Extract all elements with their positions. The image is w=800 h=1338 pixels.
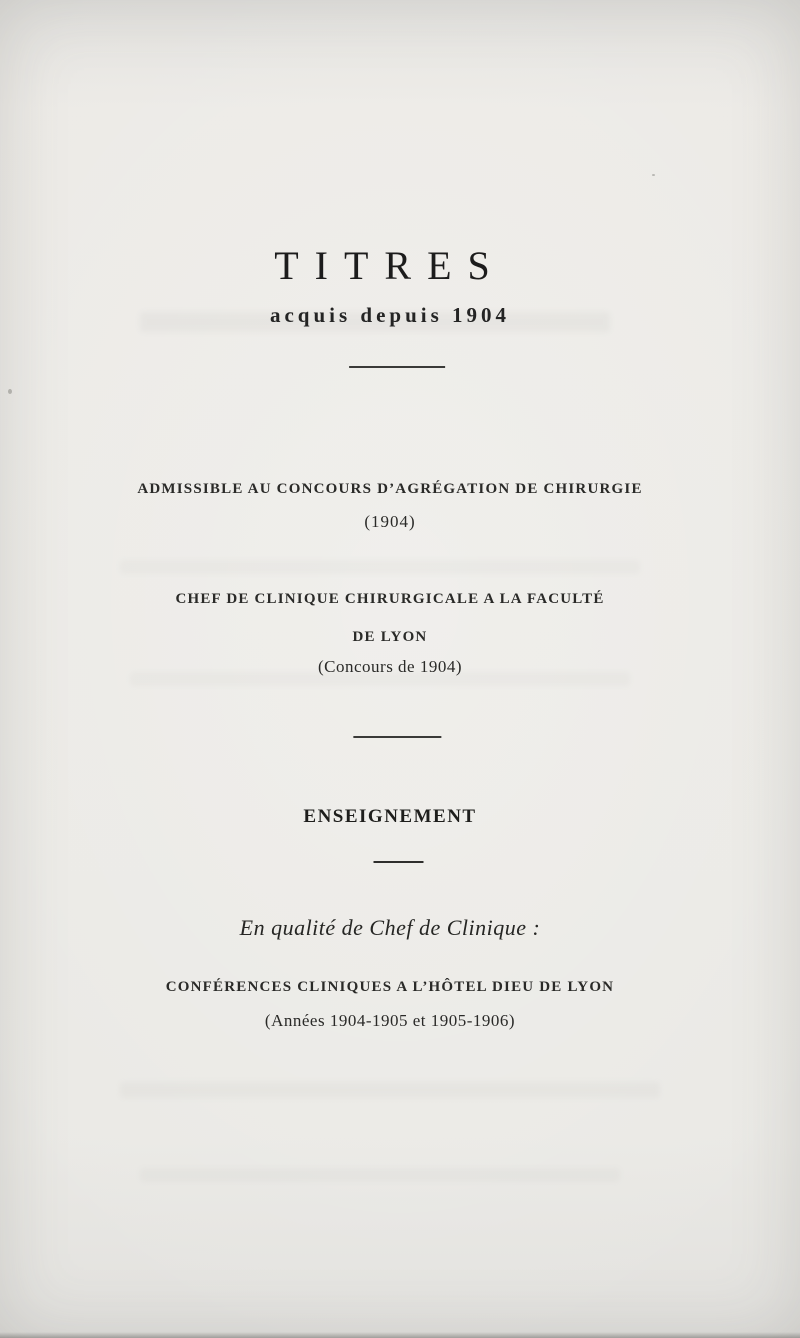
bleed-through-artifact bbox=[120, 1082, 660, 1098]
enseignement-heading: ENSEIGNEMENT bbox=[303, 806, 477, 827]
heading-underline-divider bbox=[374, 861, 424, 863]
chef-de-clinique-line-1: CHEF DE CLINIQUE CHIRURGICALE A LA FACULTÉ bbox=[175, 591, 605, 607]
admissible-year: (1904) bbox=[364, 512, 416, 531]
conferences-years: (Années 1904-1905 et 1905-1906) bbox=[264, 1011, 516, 1030]
bleed-through-artifact bbox=[120, 560, 640, 574]
bleed-through-artifact bbox=[140, 1168, 620, 1182]
section-divider bbox=[349, 366, 445, 368]
chef-de-clinique-line-2: DE LYON bbox=[352, 629, 428, 645]
page-subtitle: acquis depuis 1904 bbox=[269, 303, 511, 327]
section-divider bbox=[353, 736, 441, 738]
admissible-line: ADMISSIBLE AU CONCOURS D’AGRÉGATION DE CHIRURGIE bbox=[137, 481, 643, 497]
page-title: TITRES bbox=[274, 243, 506, 288]
qualite-subheading: En qualité de Chef de Clinique : bbox=[239, 915, 541, 940]
chef-concours-year: (Concours de 1904) bbox=[317, 657, 463, 676]
scan-speck bbox=[652, 174, 655, 176]
scan-speck bbox=[8, 389, 12, 394]
conferences-line: CONFÉRENCES CLINIQUES A L’HÔTEL DIEU DE LYON bbox=[165, 979, 615, 995]
